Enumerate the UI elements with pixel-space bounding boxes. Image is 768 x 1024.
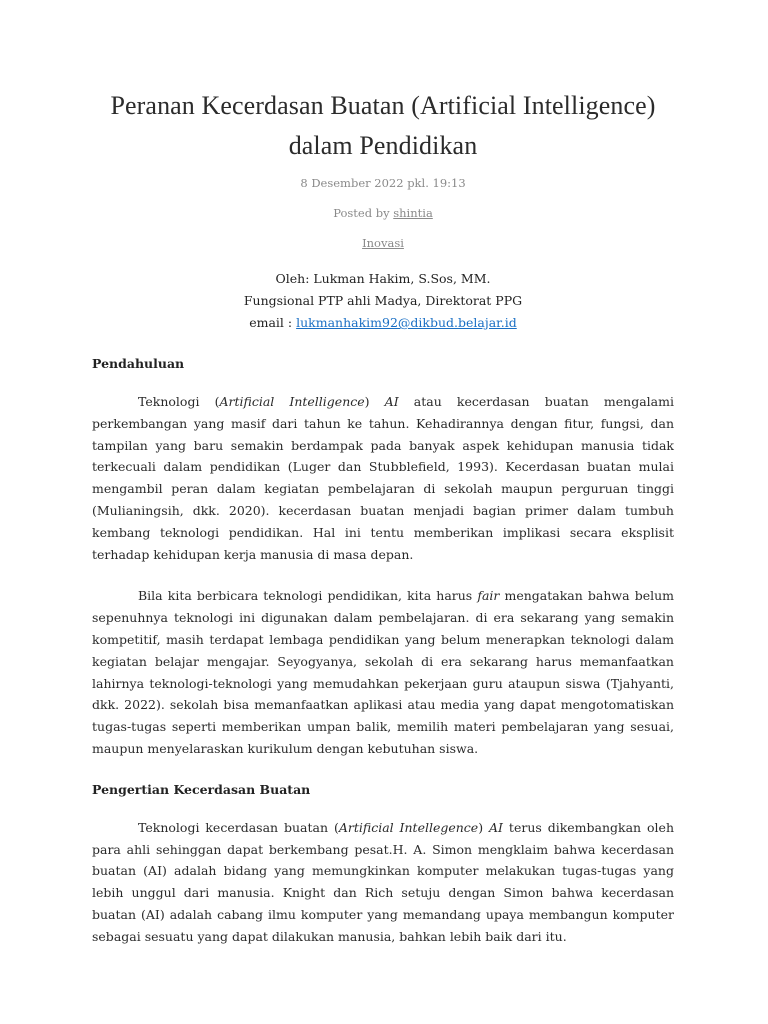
p3-text-a: Teknologi kecerdasan buatan ( xyxy=(138,819,339,835)
section-heading-definition: Pengertian Kecerdasan Buatan xyxy=(92,781,311,797)
paragraph-intro-2 xyxy=(92,585,674,759)
posted-by-prefix: Posted by xyxy=(333,206,394,220)
p2-text-a: Bila kita berbicara teknologi pendidikan, kita harus xyxy=(138,588,478,604)
p1-italic-ai-term: Artificial Intelligence xyxy=(219,394,365,409)
email-link[interactable]: lukmanhakim92@dikbud.belajar.id xyxy=(296,315,517,330)
paragraph-definition-1 xyxy=(92,817,674,948)
author-position: Fungsional PTP ahli Madya, Direktorat PPG xyxy=(243,293,523,308)
p3-italic-ai-term: Artificial Intellegence xyxy=(338,819,479,835)
category-link[interactable]: Inovasi xyxy=(362,236,404,250)
article-title-line1: Peranan Kecerdasan Buatan (Artificial Intelligence) xyxy=(110,91,656,120)
email-prefix: email : xyxy=(249,315,297,330)
posted-by xyxy=(92,206,674,220)
paragraph-intro-1 xyxy=(92,391,674,565)
author-email xyxy=(92,312,674,334)
article-title-line2: dalam Pendidikan xyxy=(288,131,478,160)
author-block xyxy=(92,268,674,334)
p3-italic-ai: AI xyxy=(489,819,503,835)
article-page xyxy=(92,86,674,948)
article-title xyxy=(92,86,674,166)
author-link[interactable]: shintia xyxy=(393,206,433,220)
p1-text-e: atau kecerdasan buatan mengalami perkembangan yang masif dari tahun ke tahun. Kehadirannya dengan fitur, fungsi, dan tampilan yang baru semakin berdampak pada banyak aspek kehidupan manusia tidak terkecuali dalam pendidikan (Luger dan Stubblefield, 1993). Kecerdasan buatan mulai mengambil peran dalam kegiatan pembelajaran di sekolah maupun perguruan tinggi (Mulianingsih, dkk. 2020). kecerdasan buatan menjadi bagian primer dalam tumbuh kembang teknologi pendidikan. Hal ini tentu memberikan implikasi secara eksplisit terhadap kehidupan kerja manusia di masa depan. xyxy=(92,394,674,562)
p3-text-e: terus dikembangkan oleh para ahli sehinggan dapat berkembang pesat.H. A. Simon mengklaim bahwa kecerdasan buatan (AI) adalah bidang yang memungkinkan komputer melakukan tugas-tugas yang lebih unggul dari manusia. Knight dan Rich setuju dengan Simon bahwa kecerdasan buatan (AI) adalah cabang ilmu komputer yang memandang upaya membangun komputer sebagai sesuatu yang dapat dilakukan manusia, bahkan lebih baik dari itu. xyxy=(92,819,675,944)
p2-text-c: mengatakan bahwa belum sepenuhnya teknologi ini digunakan dalam pembelajaran. di era sekarang yang semakin kompetitif, masih terdapat lembaga pendidikan yang belum menerapkan teknologi dalam kegiatan belajar mengajar. Seyogyanya, sekolah di era sekarang harus memanfaatkan lahirnya teknologi-teknologi yang memudahkan pekerjaan guru ataupun siswa (Tjahyanti, dkk. 2022). sekolah bisa memanfaatkan aplikasi atau media yang dapat mengotomatiskan tugas-tugas seperti memberikan umpan balik, memilih materi pembelajaran yang sesuai, maupun menyelaraskan kurikulum dengan kebutuhan siswa. xyxy=(92,588,674,756)
p1-text-a: Teknologi ( xyxy=(138,394,220,409)
p2-italic-fair: fair xyxy=(477,588,500,604)
publish-date: 8 Desember 2022 pkl. 19:13 xyxy=(300,176,466,190)
p3-text-c: ) xyxy=(478,819,490,835)
author-name: Oleh: Lukman Hakim, S.Sos, MM. xyxy=(275,271,491,286)
p1-italic-ai: AI xyxy=(384,394,399,409)
section-heading-intro: Pendahuluan xyxy=(92,356,185,371)
p1-text-c: ) xyxy=(364,394,385,409)
category xyxy=(92,236,674,250)
